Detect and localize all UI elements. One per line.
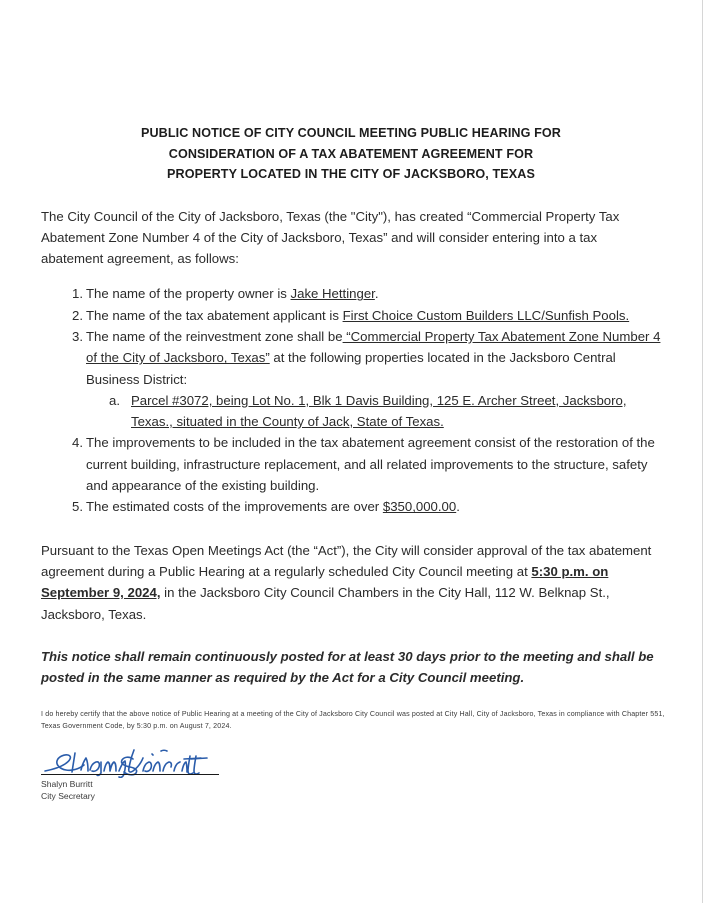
list-item-text-before: The estimated costs of the improvements are over bbox=[86, 499, 383, 515]
sub-list-item-marker: a. bbox=[109, 392, 120, 408]
list-item bbox=[41, 496, 661, 517]
list-item-underlined: $350,000.00 bbox=[382, 499, 457, 515]
signatory-title: City Secretary bbox=[41, 790, 95, 801]
list-item-marker: 2. bbox=[72, 307, 83, 323]
notice-items-list bbox=[41, 283, 661, 517]
pursuant-paragraph bbox=[41, 540, 661, 625]
list-item-marker: 1. bbox=[72, 286, 83, 302]
title-line-1: PUBLIC NOTICE OF CITY COUNCIL MEETING PUBLIC HEARING FOR bbox=[140, 126, 562, 140]
posting-requirement-paragraph: This notice shall remain continuously posted for at least 30 days prior to the meeting and shall be posted in the same manner as required by the Act for a City Council meeting. bbox=[41, 648, 654, 685]
list-item-marker: 4. bbox=[72, 435, 83, 451]
list-item bbox=[41, 432, 661, 496]
list-item-text-after: . bbox=[374, 286, 379, 302]
sub-list-item-underlined: Parcel #3072, being Lot No. 1, Blk 1 Davis Building, 125 E. Archer Street, Jacksboro, Texas., situated in the County of Jack, State of Texas. bbox=[131, 392, 627, 430]
document-title bbox=[41, 123, 661, 185]
pursuant-text-after: in the Jacksboro City Council Chambers in the City Hall, 112 W. Belknap St., Jacksboro, Texas. bbox=[41, 585, 610, 622]
certification-statement: I do hereby certify that the above notice of Public Hearing at a meeting of the City of Jacksboro City Council was posted at City Hall, City of Jacksboro, Texas in compliance with Chapter 551, Texas Government Code, by 5:30 p.m. on August 7, 2024. bbox=[41, 710, 665, 730]
list-item-text-before: The name of the property owner is bbox=[86, 286, 291, 302]
hearing-datetime: 5:30 p.m. on September 9, 2024, bbox=[41, 563, 609, 601]
signatory-name: Shalyn Burritt bbox=[41, 779, 93, 789]
list-item-marker: 3. bbox=[72, 328, 83, 344]
signature-area bbox=[41, 748, 219, 782]
list-item-text-after: . bbox=[456, 499, 460, 515]
list-item-text-after: at the following properties located in the Jacksboro Central Business District: bbox=[86, 350, 616, 387]
sub-list-item bbox=[109, 390, 661, 433]
title-line-2: CONSIDERATION OF A TAX ABATEMENT AGREEMENT FOR bbox=[168, 146, 534, 161]
list-item-underlined: Jake Hettinger bbox=[290, 286, 375, 302]
document-body bbox=[41, 0, 661, 701]
list-item-underlined: First Choice Custom Builders LLC/Sunfish Pools. bbox=[342, 307, 630, 323]
list-item-underlined: “Commercial Property Tax Abatement Zone Number 4 of the City of Jacksboro, Texas” bbox=[86, 328, 661, 366]
list-item bbox=[41, 305, 661, 326]
signature-block bbox=[41, 748, 341, 802]
signature-line bbox=[41, 774, 219, 775]
list-item bbox=[41, 283, 661, 304]
title-line-3: PROPERTY LOCATED IN THE CITY OF JACKSBORO, TEXAS bbox=[167, 167, 535, 181]
sub-items-list bbox=[86, 390, 661, 433]
list-item-text-before: The name of the reinvestment zone shall be bbox=[86, 328, 343, 344]
list-item-marker: 5. bbox=[72, 499, 83, 515]
list-item-text-before: The improvements to be included in the tax abatement agreement consist of the restoration of the current building, infrastructure replacement, and all related improvements to the structure, safety and appearance of the existing building. bbox=[86, 435, 655, 494]
list-item bbox=[41, 326, 661, 432]
list-item-text-before: The name of the tax abatement applicant is bbox=[86, 307, 343, 323]
pursuant-text-before: Pursuant to the Texas Open Meetings Act (the “Act”), the City will consider approval of the tax abatement agreement during a Public Hearing at a regularly scheduled City Council meeting at bbox=[41, 542, 652, 579]
intro-paragraph: The City Council of the City of Jacksboro, Texas (the "City"), has created “Commercial Property Tax Abatement Zone Number 4 of the City of Jacksboro, Texas” and will consider entering into a tax abatement agreement, as follows: bbox=[41, 208, 620, 267]
